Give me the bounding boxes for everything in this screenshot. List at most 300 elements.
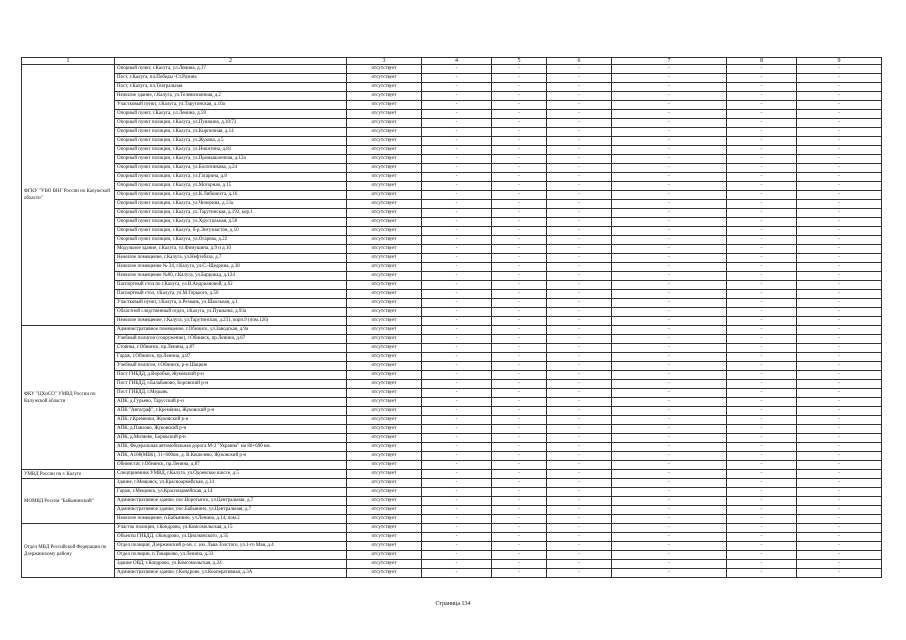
empty-value-cell: - [612, 434, 727, 443]
empty-value-cell: - [797, 245, 882, 254]
status-cell: отсутствует [347, 308, 422, 317]
empty-value-cell: - [612, 317, 727, 326]
status-cell: отсутствует [347, 182, 422, 191]
object-address-cell: Опорный пункт полиции, г.Калуга, б-р.Энтузиастов, д.10 [115, 227, 347, 236]
empty-value-cell: - [612, 569, 727, 578]
empty-value-cell: - [547, 209, 612, 218]
empty-value-cell: - [612, 83, 727, 92]
empty-value-cell: - [422, 488, 492, 497]
empty-value-cell: - [797, 110, 882, 119]
empty-value-cell: - [422, 254, 492, 263]
empty-value-cell: - [492, 506, 547, 515]
table-row [22, 425, 882, 434]
object-address-cell: АПК, д.Митяево, Боровский р-н [115, 434, 347, 443]
status-cell: отсутствует [347, 119, 422, 128]
empty-value-cell: - [422, 542, 492, 551]
empty-value-cell: - [727, 146, 797, 155]
empty-value-cell: - [547, 101, 612, 110]
empty-value-cell: - [422, 407, 492, 416]
empty-value-cell: - [727, 515, 797, 524]
empty-value-cell: - [422, 461, 492, 470]
status-cell: отсутствует [347, 200, 422, 209]
empty-value-cell: - [612, 497, 727, 506]
empty-value-cell: - [797, 470, 882, 479]
status-cell: отсутствует [347, 389, 422, 398]
empty-value-cell: - [727, 470, 797, 479]
empty-value-cell: - [547, 542, 612, 551]
empty-value-cell: - [612, 371, 727, 380]
empty-value-cell: - [727, 119, 797, 128]
empty-value-cell: - [612, 101, 727, 110]
empty-value-cell: - [797, 209, 882, 218]
empty-value-cell: - [727, 281, 797, 290]
status-cell: отсутствует [347, 542, 422, 551]
empty-value-cell: - [612, 416, 727, 425]
empty-value-cell: - [422, 560, 492, 569]
empty-value-cell: - [727, 488, 797, 497]
table-row [22, 290, 882, 299]
empty-value-cell: - [727, 182, 797, 191]
empty-value-cell: - [492, 533, 547, 542]
empty-value-cell: - [797, 155, 882, 164]
object-address-cell: Здание, г.Мещовск, ул.Красноармейская, д.14 [115, 479, 347, 488]
status-cell: отсутствует [347, 272, 422, 281]
empty-value-cell: - [612, 506, 727, 515]
empty-value-cell: - [422, 209, 492, 218]
table-row [22, 407, 882, 416]
status-cell: отсутствует [347, 461, 422, 470]
status-cell: отсутствует [347, 92, 422, 101]
status-cell: отсутствует [347, 281, 422, 290]
column-header: 6 [547, 58, 612, 65]
table-body [22, 58, 882, 578]
table-row [22, 308, 882, 317]
empty-value-cell: - [797, 371, 882, 380]
empty-value-cell: - [422, 83, 492, 92]
status-cell: отсутствует [347, 416, 422, 425]
table-row [22, 164, 882, 173]
empty-value-cell: - [422, 173, 492, 182]
empty-value-cell: - [727, 74, 797, 83]
empty-value-cell: - [492, 497, 547, 506]
empty-value-cell: - [422, 200, 492, 209]
empty-value-cell: - [547, 470, 612, 479]
empty-value-cell: - [422, 119, 492, 128]
empty-value-cell: - [492, 434, 547, 443]
empty-value-cell: - [422, 182, 492, 191]
empty-value-cell: - [797, 524, 882, 533]
empty-value-cell: - [797, 146, 882, 155]
empty-value-cell: - [797, 83, 882, 92]
empty-value-cell: - [547, 65, 612, 74]
empty-value-cell: - [727, 65, 797, 74]
empty-value-cell: - [492, 389, 547, 398]
empty-value-cell: - [612, 182, 727, 191]
empty-value-cell: - [612, 245, 727, 254]
empty-value-cell: - [492, 218, 547, 227]
empty-value-cell: - [612, 272, 727, 281]
table-row [22, 488, 882, 497]
empty-value-cell: - [422, 551, 492, 560]
column-header: 3 [347, 58, 422, 65]
table-row [22, 560, 882, 569]
status-cell: отсутствует [347, 344, 422, 353]
empty-value-cell: - [797, 299, 882, 308]
object-address-cell: АПК, А108(МБК), 31+600км, д. В.Кошелево, Жуковский р-н [115, 452, 347, 461]
status-cell: отсутствует [347, 506, 422, 515]
object-address-cell: Спецприемник УМВД, г.Калуга, ул.Одоевское шоссе, д.5 [115, 470, 347, 479]
empty-value-cell: - [492, 101, 547, 110]
column-header: 1 [22, 58, 115, 65]
table-row [22, 344, 882, 353]
empty-value-cell: - [422, 164, 492, 173]
empty-value-cell: - [547, 110, 612, 119]
empty-value-cell: - [422, 371, 492, 380]
empty-value-cell: - [492, 272, 547, 281]
empty-value-cell: - [727, 461, 797, 470]
object-address-cell: АПК "Автограф", г.Кремёнки, Жуковский р-н [115, 407, 347, 416]
empty-value-cell: - [422, 398, 492, 407]
empty-value-cell: - [612, 488, 727, 497]
object-address-cell: Областной следственный отдел, г.Калуга, ул.Пушкина, д.93а [115, 308, 347, 317]
empty-value-cell: - [797, 416, 882, 425]
empty-value-cell: - [797, 488, 882, 497]
empty-value-cell: - [547, 515, 612, 524]
object-address-cell: Объекты ГИБДД, г.Кондрово, ул.Циолковского, д.35 [115, 533, 347, 542]
empty-value-cell: - [422, 218, 492, 227]
status-cell: отсутствует [347, 299, 422, 308]
empty-value-cell: - [612, 164, 727, 173]
empty-value-cell: - [727, 506, 797, 515]
empty-value-cell: - [797, 380, 882, 389]
empty-value-cell: - [612, 65, 727, 74]
empty-value-cell: - [422, 65, 492, 74]
empty-value-cell: - [547, 344, 612, 353]
status-cell: отсутствует [347, 173, 422, 182]
status-cell: отсутствует [347, 191, 422, 200]
object-address-cell: Здание ОВД, г.Кондрово, ул.Комсомольская, д.24 [115, 560, 347, 569]
empty-value-cell: - [612, 560, 727, 569]
empty-value-cell: - [492, 110, 547, 119]
empty-value-cell: - [547, 281, 612, 290]
object-address-cell: Опорный пункт полиции, г.Калуга, ул.Хрустальная, д.50 [115, 218, 347, 227]
empty-value-cell: - [547, 236, 612, 245]
empty-value-cell: - [492, 416, 547, 425]
empty-value-cell: - [422, 389, 492, 398]
empty-value-cell: - [727, 137, 797, 146]
empty-value-cell: - [547, 227, 612, 236]
empty-value-cell: - [797, 497, 882, 506]
empty-value-cell: - [797, 263, 882, 272]
object-address-cell: Опорный пункт полиции, г.Калуга, ул.Болотникова, д.24 [115, 164, 347, 173]
object-address-cell: Паспортный стол по г.Калуга, ул.В.Андриановой, д.62 [115, 281, 347, 290]
empty-value-cell: - [547, 119, 612, 128]
table-row [22, 218, 882, 227]
table-row [22, 479, 882, 488]
object-address-cell: Участковый пункт, г.Калуга, п.Резвань, ул.Школьная, д.1 [115, 299, 347, 308]
empty-value-cell: - [492, 425, 547, 434]
empty-value-cell: - [797, 236, 882, 245]
table-row [22, 326, 882, 335]
status-cell: отсутствует [347, 362, 422, 371]
empty-value-cell: - [797, 101, 882, 110]
column-header: 8 [727, 58, 797, 65]
empty-value-cell: - [422, 128, 492, 137]
empty-value-cell: - [547, 560, 612, 569]
column-header: 7 [612, 58, 727, 65]
empty-value-cell: - [492, 182, 547, 191]
empty-value-cell: - [727, 227, 797, 236]
empty-value-cell: - [727, 128, 797, 137]
empty-value-cell: - [547, 128, 612, 137]
empty-value-cell: - [422, 236, 492, 245]
empty-value-cell: - [422, 434, 492, 443]
object-address-cell: Пост, г.Калуга, пл.Победы -Ст.Разина [115, 74, 347, 83]
empty-value-cell: - [492, 83, 547, 92]
empty-value-cell: - [492, 515, 547, 524]
empty-value-cell: - [547, 533, 612, 542]
empty-value-cell: - [727, 425, 797, 434]
empty-value-cell: - [727, 308, 797, 317]
status-cell: отсутствует [347, 218, 422, 227]
table-row [22, 110, 882, 119]
object-address-cell: Гараж, г.Обнинск, пр.Ленина, д.87 [115, 353, 347, 362]
empty-value-cell: - [422, 227, 492, 236]
status-cell: отсутствует [347, 524, 422, 533]
empty-value-cell: - [612, 227, 727, 236]
empty-value-cell: - [727, 254, 797, 263]
object-address-cell: Опорный пункт, г.Калуга, ул.Ленина, д.59 [115, 110, 347, 119]
empty-value-cell: - [492, 443, 547, 452]
empty-value-cell: - [797, 389, 882, 398]
empty-value-cell: - [612, 299, 727, 308]
empty-value-cell: - [727, 164, 797, 173]
object-address-cell: Отдел полиции, п.Товарково, ул.Ленина, д.33 [115, 551, 347, 560]
object-address-cell: Опорный пункт полиции, г.Калуга, ул.Жукова, д.5 [115, 137, 347, 146]
empty-value-cell: - [727, 353, 797, 362]
empty-value-cell: - [727, 389, 797, 398]
status-cell: отсутствует [347, 515, 422, 524]
empty-value-cell: - [492, 173, 547, 182]
empty-value-cell: - [492, 254, 547, 263]
object-address-cell: Пост, г.Калуга, пл.Театральная [115, 83, 347, 92]
empty-value-cell: - [612, 200, 727, 209]
empty-value-cell: - [797, 560, 882, 569]
empty-value-cell: - [422, 335, 492, 344]
empty-value-cell: - [492, 65, 547, 74]
empty-value-cell: - [727, 434, 797, 443]
object-address-cell: Пост ГИБДД, д.Воробьи, Жуковский р-н [115, 371, 347, 380]
empty-value-cell: - [422, 290, 492, 299]
empty-value-cell: - [547, 380, 612, 389]
status-cell: отсутствует [347, 353, 422, 362]
object-address-cell: Обнинстат, г.Обнинск, пр.Ленина, д.87 [115, 461, 347, 470]
status-cell: отсутствует [347, 479, 422, 488]
empty-value-cell: - [492, 524, 547, 533]
table-row [22, 101, 882, 110]
status-cell: отсутствует [347, 83, 422, 92]
empty-value-cell: - [547, 146, 612, 155]
empty-value-cell: - [547, 218, 612, 227]
empty-value-cell: - [547, 155, 612, 164]
empty-value-cell: - [547, 407, 612, 416]
empty-value-cell: - [797, 65, 882, 74]
status-cell: отсутствует [347, 407, 422, 416]
object-address-cell: Модульное здание, г.Калуга, ул.Фомушина, д.9 и д.10 [115, 245, 347, 254]
empty-value-cell: - [797, 335, 882, 344]
empty-value-cell: - [422, 524, 492, 533]
empty-value-cell: - [422, 533, 492, 542]
empty-value-cell: - [422, 569, 492, 578]
empty-value-cell: - [797, 254, 882, 263]
empty-value-cell: - [797, 119, 882, 128]
empty-value-cell: - [492, 560, 547, 569]
empty-value-cell: - [612, 533, 727, 542]
empty-value-cell: - [727, 200, 797, 209]
empty-value-cell: - [547, 353, 612, 362]
object-address-cell: Административное здание, г.Кондрово, ул.Кооперативная, д.3А [115, 569, 347, 578]
empty-value-cell: - [547, 443, 612, 452]
empty-value-cell: - [422, 416, 492, 425]
table-row [22, 317, 882, 326]
status-cell: отсутствует [347, 128, 422, 137]
empty-value-cell: - [727, 173, 797, 182]
empty-value-cell: - [422, 425, 492, 434]
empty-value-cell: - [492, 299, 547, 308]
empty-value-cell: - [422, 452, 492, 461]
object-address-cell: Пост ГИБДД, г.Балабаново, Боровский р-н [115, 380, 347, 389]
status-cell: отсутствует [347, 488, 422, 497]
empty-value-cell: - [612, 479, 727, 488]
table-row [22, 146, 882, 155]
empty-value-cell: - [547, 488, 612, 497]
object-address-cell: Гараж, г.Мещовск, ул.Красноармейская, д.14 [115, 488, 347, 497]
status-cell: отсутствует [347, 551, 422, 560]
status-cell: отсутствует [347, 236, 422, 245]
empty-value-cell: - [727, 155, 797, 164]
object-address-cell: Учебный полигон, г.Обнинск, р-н Шацкие [115, 362, 347, 371]
empty-value-cell: - [492, 308, 547, 317]
empty-value-cell: - [612, 326, 727, 335]
empty-value-cell: - [797, 164, 882, 173]
empty-value-cell: - [727, 335, 797, 344]
empty-value-cell: - [727, 110, 797, 119]
table-row [22, 299, 882, 308]
table-row [22, 182, 882, 191]
empty-value-cell: - [727, 272, 797, 281]
empty-value-cell: - [547, 173, 612, 182]
empty-value-cell: - [547, 200, 612, 209]
empty-value-cell: - [797, 281, 882, 290]
empty-value-cell: - [727, 326, 797, 335]
empty-value-cell: - [797, 425, 882, 434]
empty-value-cell: - [797, 434, 882, 443]
object-address-cell: Участковый пункт, г.Калуга, ул.Тарутинская, д.10а [115, 101, 347, 110]
empty-value-cell: - [422, 308, 492, 317]
table-row [22, 524, 882, 533]
empty-value-cell: - [797, 551, 882, 560]
empty-value-cell: - [797, 200, 882, 209]
empty-value-cell: - [797, 308, 882, 317]
empty-value-cell: - [547, 551, 612, 560]
empty-value-cell: - [727, 209, 797, 218]
object-address-cell: Нежилое здание, г.Калуга, ул.Телевизионная, д.2 [115, 92, 347, 101]
empty-value-cell: - [422, 515, 492, 524]
empty-value-cell: - [547, 425, 612, 434]
empty-value-cell: - [797, 290, 882, 299]
table-row [22, 65, 882, 74]
object-address-cell: АПК, Федеральная автомобильная дорога М-3 "Украина" км 86+690 км. [115, 443, 347, 452]
empty-value-cell: - [727, 263, 797, 272]
empty-value-cell: - [547, 398, 612, 407]
object-address-cell: Опорный пункт полиции, г.Калуга, ул.Тарутинская, д.192, кор.1 [115, 209, 347, 218]
empty-value-cell: - [547, 308, 612, 317]
empty-value-cell: - [547, 569, 612, 578]
table-row [22, 263, 882, 272]
empty-value-cell: - [612, 254, 727, 263]
empty-value-cell: - [797, 542, 882, 551]
empty-value-cell: - [422, 317, 492, 326]
empty-value-cell: - [422, 380, 492, 389]
empty-value-cell: - [612, 344, 727, 353]
empty-value-cell: - [422, 92, 492, 101]
empty-value-cell: - [727, 290, 797, 299]
status-cell: отсутствует [347, 425, 422, 434]
empty-value-cell: - [492, 470, 547, 479]
empty-value-cell: - [797, 506, 882, 515]
object-address-cell: Опорный пункт полиции, г.Калуга, ул.Гагарина, д.8 [115, 173, 347, 182]
empty-value-cell: - [492, 74, 547, 83]
empty-value-cell: - [727, 452, 797, 461]
empty-value-cell: - [727, 497, 797, 506]
empty-value-cell: - [492, 479, 547, 488]
table-row [22, 155, 882, 164]
empty-value-cell: - [422, 272, 492, 281]
status-cell: отсутствует [347, 398, 422, 407]
empty-value-cell: - [547, 326, 612, 335]
table-row [22, 119, 882, 128]
column-header: 5 [492, 58, 547, 65]
table-row [22, 353, 882, 362]
empty-value-cell: - [797, 92, 882, 101]
empty-value-cell: - [422, 470, 492, 479]
object-address-cell: АПК, д.Гурьево, Тарусский р-н [115, 398, 347, 407]
object-address-cell: Паспортный стол, г.Калуга, ул.М.Горького, д.50 [115, 290, 347, 299]
table-row [22, 506, 882, 515]
empty-value-cell: - [727, 479, 797, 488]
objects-table [21, 57, 882, 578]
status-cell: отсутствует [347, 245, 422, 254]
status-cell: отсутствует [347, 146, 422, 155]
status-cell: отсутствует [347, 335, 422, 344]
empty-value-cell: - [547, 434, 612, 443]
table-row [22, 416, 882, 425]
empty-value-cell: - [612, 110, 727, 119]
empty-value-cell: - [612, 362, 727, 371]
empty-value-cell: - [547, 362, 612, 371]
empty-value-cell: - [727, 380, 797, 389]
header-row [22, 58, 882, 65]
empty-value-cell: - [727, 371, 797, 380]
empty-value-cell: - [612, 443, 727, 452]
empty-value-cell: - [797, 227, 882, 236]
empty-value-cell: - [547, 245, 612, 254]
status-cell: отсутствует [347, 326, 422, 335]
empty-value-cell: - [797, 461, 882, 470]
empty-value-cell: - [727, 317, 797, 326]
status-cell: отсутствует [347, 497, 422, 506]
status-cell: отсутствует [347, 560, 422, 569]
